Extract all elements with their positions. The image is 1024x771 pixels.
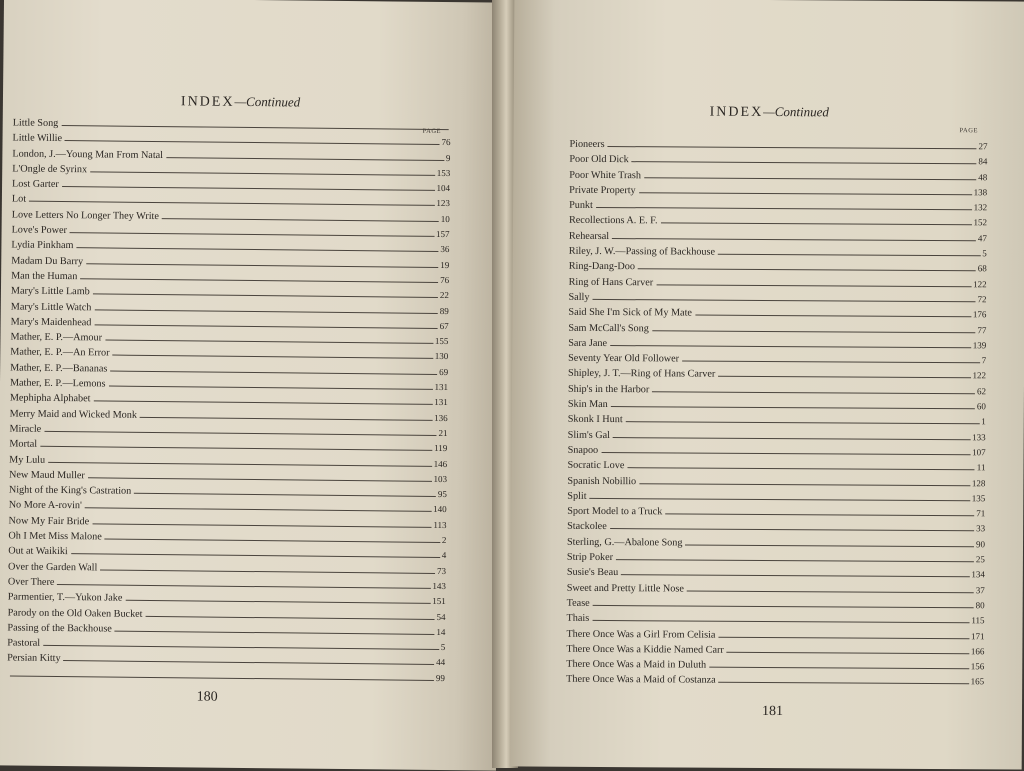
- entry-title: Mather, E. P.—Amour: [10, 331, 103, 344]
- dot-leader: [61, 125, 448, 130]
- dot-leader: [687, 590, 974, 593]
- entry-title: Rehearsal: [568, 230, 610, 242]
- dot-leader: [611, 406, 975, 409]
- entry-title: Shipley, J. T.—Ring of Hans Carver: [568, 368, 716, 381]
- dot-leader: [626, 421, 980, 424]
- dot-leader: [656, 284, 971, 287]
- entry-page: 68: [977, 263, 987, 274]
- entry-page: 107: [972, 447, 986, 458]
- entry-title: Poor White Trash: [569, 169, 642, 181]
- dot-leader: [62, 186, 435, 191]
- entry-page: 9: [445, 152, 451, 163]
- entry-title: Mary's Little Lamb: [10, 285, 90, 298]
- entry-page: 119: [434, 443, 448, 454]
- entry-page: 152: [973, 217, 988, 228]
- entry-page: 130: [434, 351, 449, 362]
- entry-page: 176: [972, 309, 987, 320]
- entry-title: Love's Power: [11, 224, 67, 237]
- entry-page: 11: [976, 462, 986, 473]
- dot-leader: [134, 493, 436, 497]
- index-entry-list: [566, 137, 987, 690]
- dot-leader: [718, 636, 969, 639]
- entry-page: 104: [436, 183, 451, 194]
- dot-leader: [719, 682, 969, 685]
- entry-page: 135: [971, 493, 986, 504]
- dot-leader: [639, 483, 970, 486]
- entry-title: Passing of the Backhouse: [7, 622, 112, 635]
- entry-title: Sally: [568, 291, 590, 303]
- dot-leader: [661, 223, 972, 226]
- entry-title: Lot: [11, 193, 27, 206]
- entry-page: 131: [434, 381, 449, 393]
- left-page: [0, 0, 504, 771]
- entry-page: 5: [440, 642, 446, 653]
- heading-continued: —Continued: [763, 103, 829, 120]
- dot-leader: [110, 370, 437, 374]
- dot-leader: [10, 675, 434, 680]
- dot-leader: [88, 477, 432, 482]
- index-entry: [567, 580, 985, 598]
- dot-leader: [608, 146, 977, 149]
- entry-title: Susie's Beau: [566, 567, 619, 579]
- dot-leader: [92, 523, 431, 528]
- entry-title: Riley, J. W.—Passing of Backhouse: [568, 245, 716, 258]
- dot-leader: [601, 452, 970, 455]
- entry-page: 134: [971, 569, 985, 580]
- entry-page: 146: [433, 458, 448, 469]
- dot-leader: [57, 584, 430, 589]
- entry-title: Thais: [566, 612, 590, 625]
- dot-leader: [627, 467, 974, 470]
- dot-leader: [40, 446, 432, 451]
- heading-text: INDEX: [180, 94, 235, 110]
- entry-title: Sweet and Pretty Little Nose: [566, 582, 684, 595]
- page-column-label: PAGE: [422, 127, 442, 135]
- entry-page: 103: [433, 473, 448, 484]
- dot-leader: [610, 528, 974, 531]
- entry-page: 89: [439, 305, 449, 316]
- entry-title: Mather, E. P.—Bananas: [10, 362, 108, 375]
- dot-leader: [621, 574, 969, 577]
- entry-title: Ring of Hans Carver: [568, 276, 654, 288]
- dot-leader: [94, 309, 437, 314]
- entry-page: 19: [440, 259, 450, 270]
- entry-title: Socratic Love: [567, 460, 625, 472]
- index-entry: [568, 382, 986, 400]
- dot-leader: [43, 645, 439, 650]
- dot-leader: [592, 299, 975, 302]
- dot-leader: [652, 330, 975, 333]
- entry-title: Over There: [7, 576, 55, 588]
- entry-page: 132: [973, 202, 988, 213]
- entry-title: Night of the King's Castration: [8, 484, 132, 497]
- entry-page: 123: [436, 198, 450, 209]
- entry-page: 139: [972, 340, 987, 351]
- dot-leader: [652, 391, 975, 394]
- entry-page: 76: [440, 274, 450, 286]
- entry-page: 131: [434, 397, 448, 408]
- entry-title: Seventy Year Old Follower: [568, 352, 680, 365]
- entry-page: 72: [977, 294, 987, 305]
- entry-page: 155: [434, 336, 449, 347]
- index-heading: [710, 104, 829, 122]
- entry-page: 2: [441, 535, 447, 546]
- entry-title: Oh I Met Miss Malone: [8, 530, 102, 543]
- entry-title: Now My Fair Bride: [8, 515, 90, 528]
- dot-leader: [718, 376, 970, 379]
- dot-leader: [80, 278, 438, 283]
- heading-continued: —Continued: [234, 93, 301, 110]
- index-entry: [567, 534, 985, 552]
- entry-page: 69: [439, 366, 449, 377]
- page-number: 181: [761, 703, 784, 720]
- entry-title: Persian Kitty: [7, 652, 61, 665]
- dot-leader: [94, 324, 437, 329]
- entry-page: 73: [437, 565, 447, 576]
- dot-leader: [616, 559, 974, 562]
- entry-page: 14: [436, 626, 446, 637]
- entry-title: Skin Man: [567, 398, 608, 411]
- dot-leader: [108, 386, 432, 390]
- dot-leader: [632, 161, 977, 164]
- entry-title: Mortal: [9, 438, 38, 451]
- entry-title: My Lulu: [9, 454, 46, 466]
- dot-leader: [590, 498, 970, 501]
- entry-page: 47: [977, 233, 987, 244]
- entry-title: Said She I'm Sick of My Mate: [568, 307, 692, 319]
- entry-title: Sterling, G.—Abalone Song: [566, 536, 683, 549]
- dot-leader: [105, 340, 433, 344]
- entry-title: Sam McCall's Song: [568, 322, 649, 334]
- entry-page: 62: [976, 386, 986, 397]
- entry-page: 5: [982, 248, 987, 259]
- entry-page: 60: [976, 401, 986, 412]
- dot-leader: [644, 177, 976, 180]
- dot-leader: [685, 544, 974, 547]
- dot-leader: [162, 218, 439, 222]
- dot-leader: [90, 171, 435, 176]
- entry-page: 165: [970, 676, 985, 687]
- entry-page: 115: [971, 615, 985, 626]
- dot-leader: [100, 569, 435, 574]
- entry-title: Private Property: [569, 184, 636, 197]
- entry-page: 44: [436, 657, 446, 668]
- entry-page: 128: [971, 477, 986, 488]
- entry-title: Punkt: [569, 199, 593, 212]
- entry-title: Spanish Nobillio: [567, 475, 637, 487]
- dot-leader: [93, 294, 438, 299]
- entry-page: 4: [441, 550, 447, 561]
- dot-leader: [146, 615, 435, 619]
- entry-title: Split: [567, 490, 587, 502]
- heading-text: INDEX: [709, 104, 764, 120]
- entry-title: Madam Du Barry: [11, 255, 84, 267]
- entry-title: Man the Human: [11, 270, 78, 283]
- entry-title: Mephipha Alphabet: [9, 392, 91, 405]
- entry-title: Sport Model to a Truck: [567, 505, 663, 518]
- entry-page: 166: [970, 646, 985, 657]
- entry-title: No More A-rovin': [8, 499, 82, 512]
- entry-page: 157: [436, 229, 450, 240]
- dot-leader: [115, 630, 435, 634]
- entry-page: 67: [439, 320, 449, 331]
- entry-title: There Once Was a Maid in Duluth: [566, 658, 707, 671]
- dot-leader: [65, 140, 440, 145]
- entry-page: 156: [970, 661, 985, 672]
- dot-leader: [44, 431, 436, 436]
- dot-leader: [29, 201, 434, 206]
- entry-page: 153: [436, 167, 451, 178]
- dot-leader: [592, 620, 969, 623]
- dot-leader: [48, 461, 432, 466]
- entry-title: There Once Was a Girl From Celisia: [566, 628, 716, 641]
- entry-title: Stackolee: [567, 521, 607, 533]
- entry-title: L'Ongle de Syrinx: [12, 163, 88, 176]
- entry-title: Strip Poker: [566, 551, 614, 564]
- entry-title: Ship's in the Harbor: [567, 383, 650, 396]
- entry-page: 21: [438, 427, 448, 439]
- dot-leader: [93, 401, 432, 406]
- dot-leader: [613, 437, 970, 440]
- entry-title: Lost Garter: [12, 178, 59, 191]
- dot-leader: [695, 315, 971, 318]
- entry-title: Sara Jane: [568, 337, 608, 349]
- entry-title: Parody on the Old Oaken Bucket: [7, 606, 143, 620]
- entry-page: 71: [976, 508, 986, 519]
- dot-leader: [596, 207, 972, 210]
- entry-page: 133: [972, 431, 986, 442]
- entry-title: New Maud Muller: [8, 469, 85, 482]
- entry-page: 90: [975, 538, 986, 550]
- entry-page: 36: [440, 244, 450, 255]
- dot-leader: [64, 660, 435, 665]
- entry-page: 37: [975, 584, 985, 595]
- index-entry-list: [7, 116, 451, 687]
- entry-page: 122: [972, 370, 987, 381]
- entry-title: Mary's Maidenhead: [10, 316, 92, 329]
- entry-title: Mary's Little Watch: [10, 301, 92, 313]
- entry-page: 22: [439, 290, 449, 301]
- entry-title: Merry Maid and Wicked Monk: [9, 408, 138, 421]
- entry-title: There Once Was a Kiddie Named Carr: [566, 643, 724, 656]
- entry-page: 151: [432, 596, 446, 607]
- dot-leader: [125, 600, 430, 604]
- dot-leader: [610, 345, 971, 348]
- dot-leader: [709, 667, 969, 670]
- entry-title: Little Willie: [12, 132, 63, 145]
- entry-title: Pastoral: [7, 637, 41, 649]
- dot-leader: [105, 539, 440, 544]
- page-column-label: PAGE: [959, 127, 978, 135]
- index-heading: [181, 93, 300, 111]
- entry-page: 27: [978, 141, 988, 152]
- entry-title: Out at Waikiki: [8, 545, 68, 558]
- entry-title: Skonk I Hunt: [567, 414, 623, 426]
- index-entry: [569, 183, 987, 201]
- dot-leader: [76, 248, 438, 253]
- dot-leader: [682, 361, 980, 364]
- entry-page: 1: [981, 416, 986, 427]
- index-entry: [567, 473, 985, 491]
- entry-page: 99: [435, 672, 445, 683]
- entry-title: Mather, E. P.—Lemons: [9, 377, 106, 390]
- entry-page: 138: [973, 187, 988, 198]
- entry-title: Pioneers: [569, 138, 605, 150]
- entry-page: 143: [432, 580, 446, 591]
- entry-title: Over the Garden Wall: [8, 561, 98, 574]
- entry-page: 33: [976, 523, 986, 534]
- entry-page: 140: [433, 504, 447, 515]
- entry-title: Slim's Gal: [567, 429, 611, 441]
- entry-title: Ring-Dang-Doo: [568, 261, 635, 273]
- entry-page: 122: [973, 278, 987, 290]
- entry-title: Poor Old Dick: [569, 154, 629, 166]
- entry-page: 80: [975, 600, 985, 611]
- dot-leader: [71, 553, 440, 558]
- index-entry: [569, 274, 987, 292]
- entry-page: 95: [437, 489, 447, 500]
- dot-leader: [665, 514, 974, 517]
- entry-page: 136: [434, 412, 448, 423]
- index-entry: [568, 320, 986, 338]
- entry-title: Lydia Pinkham: [11, 239, 74, 252]
- dot-leader: [112, 355, 432, 359]
- entry-page: 77: [977, 324, 987, 335]
- entry-page: 84: [978, 156, 988, 167]
- right-page: [510, 0, 1024, 770]
- entry-title: There Once Was a Maid of Costanza: [566, 674, 716, 687]
- entry-page: 25: [975, 554, 985, 565]
- dot-leader: [86, 263, 438, 268]
- entry-title: Love Letters No Longer They Write: [11, 209, 159, 222]
- entry-page: 48: [978, 171, 988, 182]
- dot-leader: [85, 508, 431, 513]
- entry-page: 7: [981, 355, 987, 366]
- dot-leader: [70, 232, 434, 237]
- dot-leader: [612, 238, 976, 241]
- index-entry: [569, 213, 987, 231]
- page-number: 180: [196, 689, 218, 705]
- index-entry: [7, 666, 445, 686]
- dot-leader: [639, 192, 972, 195]
- entry-page: 54: [436, 611, 446, 622]
- entry-title: Parmentier, T.—Yukon Jake: [7, 591, 123, 604]
- index-entry: [567, 504, 985, 522]
- entry-page: 10: [440, 213, 450, 224]
- dot-leader: [727, 652, 969, 654]
- entry-page: 171: [970, 630, 985, 641]
- entry-page: 76: [441, 137, 451, 148]
- dot-leader: [166, 157, 444, 161]
- entry-title: Recollections A. E. F.: [568, 215, 658, 227]
- dot-leader: [718, 254, 980, 257]
- dot-leader: [638, 269, 976, 272]
- entry-title: Little Song: [12, 117, 59, 129]
- entry-title: Snapoo: [567, 444, 599, 456]
- entry-title: Miracle: [9, 423, 42, 435]
- dot-leader: [140, 416, 432, 420]
- entry-title: Tease: [566, 597, 590, 609]
- entry-title: Mather, E. P.—An Error: [10, 346, 110, 359]
- dot-leader: [593, 605, 974, 608]
- entry-page: 113: [433, 519, 447, 530]
- index-entry: [566, 672, 984, 690]
- entry-title: London, J.—Young Man From Natal: [12, 148, 164, 161]
